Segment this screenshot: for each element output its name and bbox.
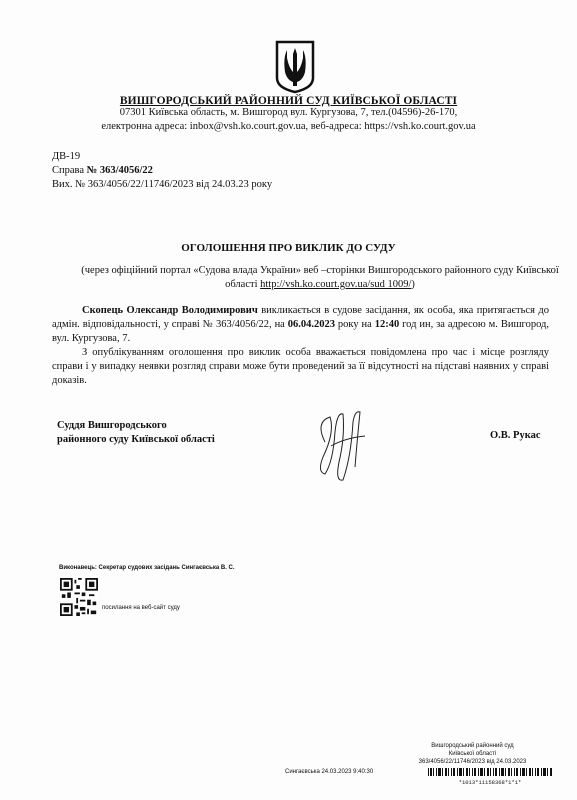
court-contacts: електронна адреса: inbox@vsh.ko.court.gov.ua, веб-адреса: https://vsh.ko.court.gov.ua bbox=[101, 121, 476, 132]
document-meta bbox=[52, 150, 272, 192]
e-signature-line: Сингаєвська 24.03.2023 9:40:30 bbox=[285, 769, 374, 775]
hearing-date: 06.04.2023 bbox=[287, 319, 335, 330]
summons-text-c: год ин, за адресою м. Вишгород, вул. Кургузова, 7. bbox=[52, 319, 550, 344]
judge-name: О.В. Рукас bbox=[490, 430, 541, 441]
barcode-icon bbox=[428, 768, 552, 776]
stamp-reg-number: 363/4056/22/11746/2023 від 24.03.2023 bbox=[418, 759, 527, 765]
portal-note bbox=[80, 264, 560, 292]
case-number: № 363/4056/22 bbox=[86, 165, 153, 176]
document-code: ДВ-19 bbox=[52, 151, 81, 162]
notice-title: ОГОЛОШЕННЯ ПРО ВИКЛИК ДО СУДУ bbox=[181, 242, 396, 254]
portal-text: (через офіційний портал «Судова влада України» веб –сторінки Вишгородського районного суду Київської області bbox=[81, 265, 559, 290]
portal-close: ) bbox=[411, 279, 415, 290]
judge-position-line2: районного суду Київської області bbox=[57, 434, 215, 445]
judge-position bbox=[57, 419, 215, 447]
notice-body bbox=[52, 304, 549, 388]
consequence-paragraph: З опублікуванням оголошення про виклик особа вважається повідомлена про час і місце розгляду справи і у випадку неявки розгляд справи може бути проведений за її відсутності на підставі наявних у справі доказів. bbox=[52, 347, 549, 386]
hearing-time: 12:40 bbox=[374, 319, 400, 330]
portal-link[interactable]: http://vsh.ko.court.gov.ua/sud 1009/ bbox=[260, 279, 412, 290]
summons-text-b: року на bbox=[335, 319, 375, 330]
executor-line: Виконавець: Секретар судових засідань Сингаєвська В. С. bbox=[59, 565, 235, 571]
court-name: ВИШГОРОДСЬКИЙ РАЙОННИЙ СУД КИЇВСЬКОЇ ОБЛАСТІ bbox=[119, 95, 458, 107]
barcode-id: *1013*11158368*1*1* bbox=[458, 779, 522, 786]
case-line bbox=[52, 164, 272, 178]
judge-signature bbox=[305, 402, 380, 487]
qr-code-icon[interactable] bbox=[60, 578, 98, 616]
summons-paragraph bbox=[52, 304, 549, 346]
qr-caption: посилання на веб-сайт суду bbox=[102, 605, 180, 611]
court-address: 07301 Київська область, м. Вишгород вул. Кургузова, 7, тел.(04596)-26-170, bbox=[119, 107, 458, 118]
outgoing-number: Вих. № 363/4056/22/11746/2023 від 24.03.23 року bbox=[52, 179, 273, 190]
person-name: Скопець Олександр Володимирович bbox=[82, 305, 258, 316]
stamp-region: Київської області bbox=[448, 751, 497, 757]
judge-position-line1: Суддя Вишгородського bbox=[57, 420, 167, 431]
stamp-court: Вишгородський районний суд bbox=[431, 743, 514, 749]
coat-of-arms-icon bbox=[273, 38, 317, 94]
summons-text-a: викликається в судове засідання, як особа, яка притягається до адмін. відповідальності, у справі № 363/4056/22, на bbox=[52, 305, 549, 330]
registration-stamp bbox=[390, 742, 555, 766]
case-prefix: Справа bbox=[52, 165, 87, 176]
